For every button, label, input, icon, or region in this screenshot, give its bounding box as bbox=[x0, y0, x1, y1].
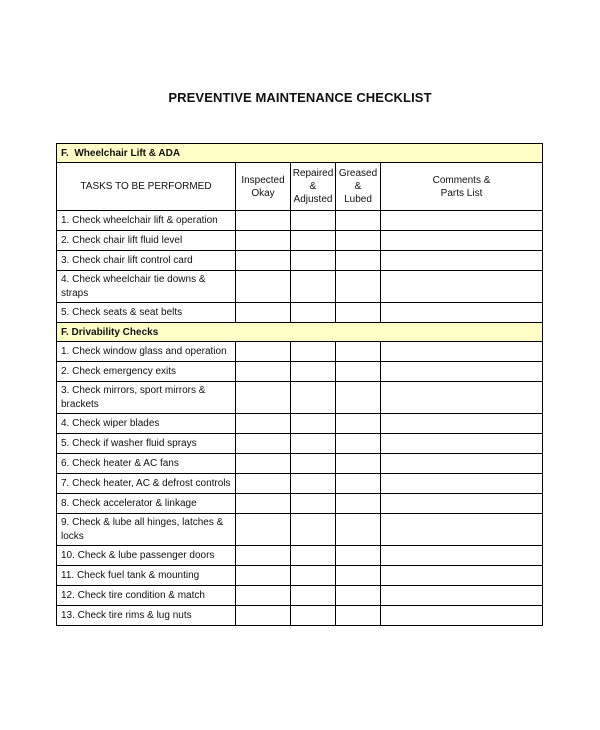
greased-cell[interactable] bbox=[336, 211, 381, 231]
tasks-column-header: TASKS TO BE PERFORMED bbox=[57, 163, 236, 211]
repaired-cell[interactable] bbox=[291, 342, 336, 362]
inspected-cell[interactable] bbox=[236, 434, 291, 454]
inspected-cell[interactable] bbox=[236, 362, 291, 382]
task-label: 6. Check heater & AC fans bbox=[57, 454, 236, 474]
table-row bbox=[57, 586, 543, 606]
repaired-cell[interactable] bbox=[291, 474, 336, 494]
header-line: Parts List bbox=[440, 187, 483, 199]
table-row bbox=[57, 342, 543, 362]
section-label-text: F. Wheelchair Lift & ADA bbox=[61, 147, 181, 159]
greased-cell[interactable] bbox=[336, 566, 381, 586]
greased-cell[interactable] bbox=[336, 514, 381, 546]
header-line: Comments & bbox=[432, 174, 491, 186]
inspected-cell[interactable] bbox=[236, 606, 291, 626]
inspected-cell[interactable] bbox=[236, 494, 291, 514]
repaired-cell[interactable] bbox=[291, 211, 336, 231]
inspected-cell[interactable] bbox=[236, 303, 291, 323]
comments-cell[interactable] bbox=[381, 474, 543, 494]
comments-cell[interactable] bbox=[381, 606, 543, 626]
comments-cell[interactable] bbox=[381, 434, 543, 454]
task-label: 2. Check chair lift fluid level bbox=[57, 231, 236, 251]
section-label bbox=[57, 144, 543, 163]
inspected-column-header bbox=[236, 163, 291, 211]
comments-cell[interactable] bbox=[381, 414, 543, 434]
task-label: 1. Check wheelchair lift & operation bbox=[57, 211, 236, 231]
task-label: 5. Check seats & seat belts bbox=[57, 303, 236, 323]
table-row bbox=[57, 434, 543, 454]
header-line: Repaired bbox=[292, 168, 334, 179]
section-header-drivability bbox=[57, 323, 543, 342]
greased-cell[interactable] bbox=[336, 414, 381, 434]
task-label: 9. Check & lube all hinges, latches & locks bbox=[57, 514, 236, 546]
table-row bbox=[57, 303, 543, 323]
section-header-wheelchair bbox=[57, 144, 543, 163]
table-row bbox=[57, 454, 543, 474]
greased-cell[interactable] bbox=[336, 474, 381, 494]
table-row bbox=[57, 231, 543, 251]
table-row bbox=[57, 494, 543, 514]
repaired-cell[interactable] bbox=[291, 231, 336, 251]
inspected-cell[interactable] bbox=[236, 514, 291, 546]
task-label: 4. Check wheelchair tie downs & straps bbox=[57, 271, 236, 303]
table-row bbox=[57, 271, 543, 303]
inspected-cell[interactable] bbox=[236, 546, 291, 566]
table-row bbox=[57, 414, 543, 434]
repaired-cell[interactable] bbox=[291, 514, 336, 546]
task-label: 12. Check tire condition & match bbox=[57, 586, 236, 606]
repaired-cell[interactable] bbox=[291, 414, 336, 434]
greased-cell[interactable] bbox=[336, 494, 381, 514]
comments-cell[interactable] bbox=[381, 566, 543, 586]
table-row bbox=[57, 546, 543, 566]
document-title: PREVENTIVE MAINTENANCE CHECKLIST bbox=[168, 90, 432, 105]
section-label-text: F. Drivability Checks bbox=[61, 326, 159, 338]
inspected-cell[interactable] bbox=[236, 251, 291, 271]
inspected-cell[interactable] bbox=[236, 271, 291, 303]
inspected-cell[interactable] bbox=[236, 382, 291, 414]
checklist-table bbox=[56, 143, 543, 626]
task-label: 7. Check heater, AC & defrost controls bbox=[57, 474, 236, 494]
task-label: 5. Check if washer fluid sprays bbox=[57, 434, 236, 454]
task-label: 10. Check & lube passenger doors bbox=[57, 546, 236, 566]
task-label: 1. Check window glass and operation bbox=[57, 342, 236, 362]
greased-cell[interactable] bbox=[336, 606, 381, 626]
inspected-cell[interactable] bbox=[236, 586, 291, 606]
greased-cell[interactable] bbox=[336, 362, 381, 382]
task-label: 3. Check chair lift control card bbox=[57, 251, 236, 271]
repaired-cell[interactable] bbox=[291, 566, 336, 586]
table-row bbox=[57, 566, 543, 586]
greased-column-header bbox=[336, 163, 381, 211]
task-label: 13. Check tire rims & lug nuts bbox=[57, 606, 236, 626]
table-row bbox=[57, 362, 543, 382]
table-row bbox=[57, 211, 543, 231]
task-label: 3. Check mirrors, sport mirrors & brackets bbox=[57, 382, 236, 414]
greased-cell[interactable] bbox=[336, 586, 381, 606]
repaired-cell[interactable] bbox=[291, 454, 336, 474]
inspected-cell[interactable] bbox=[236, 231, 291, 251]
comments-cell[interactable] bbox=[381, 546, 543, 566]
inspected-cell[interactable] bbox=[236, 342, 291, 362]
comments-cell[interactable] bbox=[381, 211, 543, 231]
inspected-cell[interactable] bbox=[236, 566, 291, 586]
comments-cell[interactable] bbox=[381, 586, 543, 606]
greased-cell[interactable] bbox=[336, 454, 381, 474]
header-line: Okay bbox=[251, 187, 275, 199]
header-line: Lubed bbox=[344, 194, 372, 205]
repaired-cell[interactable] bbox=[291, 251, 336, 271]
repaired-cell[interactable] bbox=[291, 434, 336, 454]
section-label bbox=[57, 323, 543, 342]
comments-cell[interactable] bbox=[381, 342, 543, 362]
repaired-cell[interactable] bbox=[291, 362, 336, 382]
inspected-cell[interactable] bbox=[236, 454, 291, 474]
header-line: & bbox=[309, 181, 317, 192]
comments-cell[interactable] bbox=[381, 303, 543, 323]
header-line: & bbox=[354, 181, 362, 192]
greased-cell[interactable] bbox=[336, 342, 381, 362]
greased-cell[interactable] bbox=[336, 231, 381, 251]
table-row bbox=[57, 251, 543, 271]
comments-cell[interactable] bbox=[381, 362, 543, 382]
repaired-cell[interactable] bbox=[291, 586, 336, 606]
greased-cell[interactable] bbox=[336, 271, 381, 303]
comments-cell[interactable] bbox=[381, 494, 543, 514]
header-line: Adjusted bbox=[293, 194, 333, 205]
task-label: 8. Check accelerator & linkage bbox=[57, 494, 236, 514]
comments-cell[interactable] bbox=[381, 231, 543, 251]
table-row bbox=[57, 606, 543, 626]
task-label: 11. Check fuel tank & mounting bbox=[57, 566, 236, 586]
comments-cell[interactable] bbox=[381, 271, 543, 303]
greased-cell[interactable] bbox=[336, 251, 381, 271]
comments-cell[interactable] bbox=[381, 382, 543, 414]
comments-cell[interactable] bbox=[381, 514, 543, 546]
task-label: 4. Check wiper blades bbox=[57, 414, 236, 434]
greased-cell[interactable] bbox=[336, 434, 381, 454]
inspected-cell[interactable] bbox=[236, 414, 291, 434]
repaired-cell[interactable] bbox=[291, 271, 336, 303]
greased-cell[interactable] bbox=[336, 546, 381, 566]
header-line: Greased bbox=[338, 168, 378, 179]
repaired-cell[interactable] bbox=[291, 494, 336, 514]
comments-column-header bbox=[381, 163, 543, 211]
repaired-cell[interactable] bbox=[291, 382, 336, 414]
column-header-row bbox=[57, 163, 543, 211]
table-row bbox=[57, 382, 543, 414]
repaired-cell[interactable] bbox=[291, 546, 336, 566]
repaired-cell[interactable] bbox=[291, 606, 336, 626]
greased-cell[interactable] bbox=[336, 303, 381, 323]
comments-cell[interactable] bbox=[381, 251, 543, 271]
repaired-column-header bbox=[291, 163, 336, 211]
inspected-cell[interactable] bbox=[236, 474, 291, 494]
greased-cell[interactable] bbox=[336, 382, 381, 414]
table-row bbox=[57, 514, 543, 546]
header-line: Inspected bbox=[241, 174, 285, 186]
repaired-cell[interactable] bbox=[291, 303, 336, 323]
table-row bbox=[57, 474, 543, 494]
inspected-cell[interactable] bbox=[236, 211, 291, 231]
comments-cell[interactable] bbox=[381, 454, 543, 474]
task-label: 2. Check emergency exits bbox=[57, 362, 236, 382]
